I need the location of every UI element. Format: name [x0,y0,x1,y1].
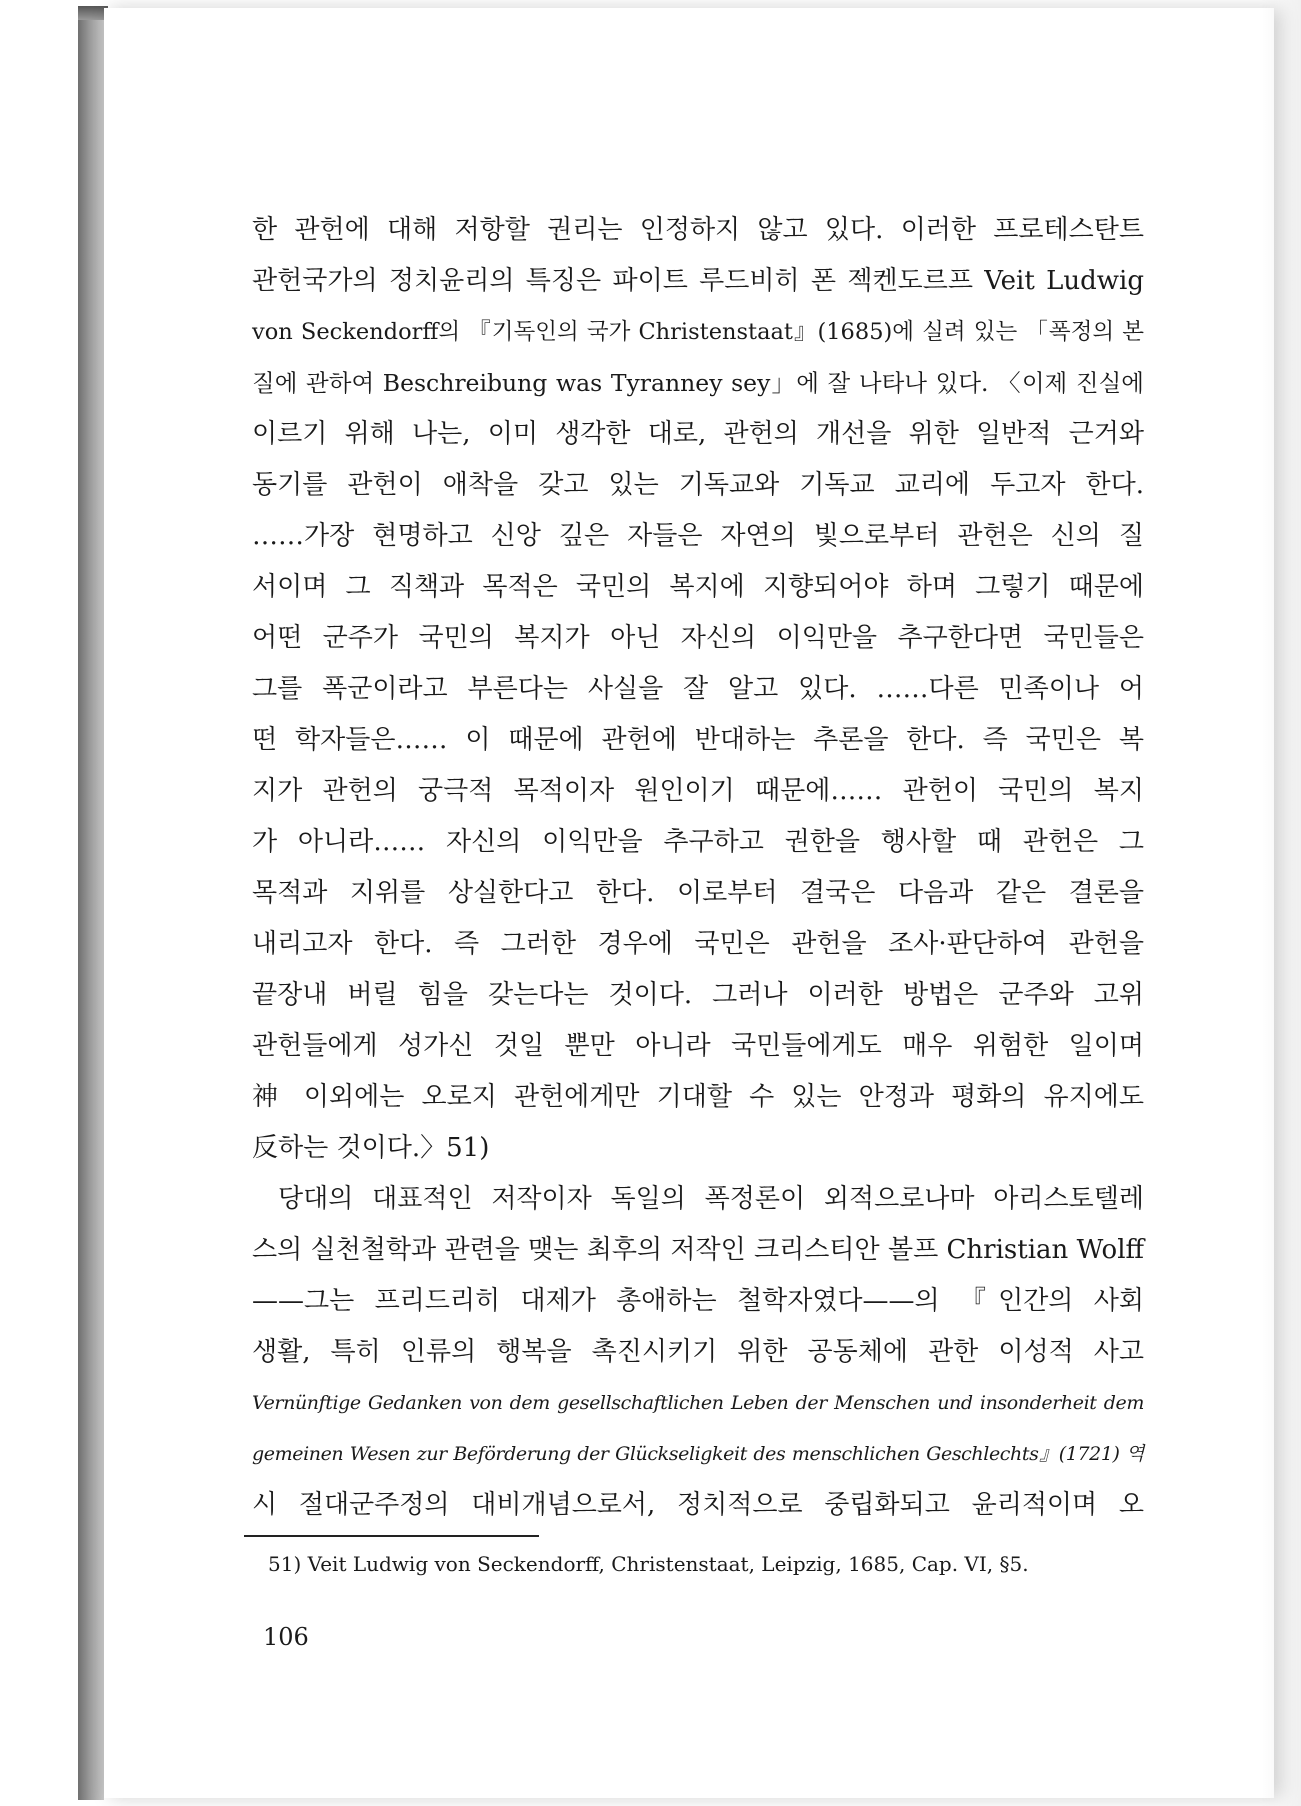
text-line: 질에 관하여 Beschreibung was Tyranney sey」에 잘 나타나 있다. 〈이제 진실에 [252,369,1144,397]
text-line: 관헌국가의 정치윤리의 특징은 파이트 루드비히 폰 젝켄도르프 Veit Ludwig [252,266,1144,296]
text-line: 시 절대군주정의 대비개념으로서, 정치적으로 중립화되고 윤리적이며 오 [252,1490,1144,1520]
book-edge [78,6,104,1800]
text-line: 목적과 지위를 상실한다고 한다. 이로부터 결국은 다음과 같은 결론을 [252,878,1144,908]
page-right-shadow [1261,0,1301,1806]
text-line-german-title: Vernünftige Gedanken von dem gesellschaftlichen Leben der Menschen und insonderheit dem [252,1392,1144,1414]
text-line: 지가 관헌의 궁극적 목적이자 원인이기 때문에…… 관헌이 국민의 복지 [252,776,1144,806]
text-line: 가 아니라…… 자신의 이익만을 추구하고 권한을 행사할 때 관헌은 그 [252,827,1144,857]
text-line: 관헌들에게 성가신 것일 뿐만 아니라 국민들에게도 매우 위험한 일이며 [252,1031,1144,1061]
text-line: 한 관헌에 대해 저항할 권리는 인정하지 않고 있다. 이러한 프로테스탄트 [252,215,1144,245]
body-text [252,205,1144,1531]
text-line: 스의 실천철학과 관련을 맺는 최후의 저작인 크리스티안 볼프 Christian Wolff [252,1235,1144,1265]
text-line: 내리고자 한다. 즉 그러한 경우에 국민은 관헌을 조사·판단하여 관헌을 [252,929,1144,959]
text-line: von Seckendorff의 『기독인의 국가 Christenstaat』(1685)에 실려 있는 「폭정의 본 [252,319,1144,345]
text-line: 이르기 위해 나는, 이미 생각한 대로, 관헌의 개선을 위한 일반적 근거와 [252,419,1144,449]
text-line: 어떤 군주가 국민의 복지가 아닌 자신의 이익만을 추구한다면 국민들은 [252,623,1144,653]
text-line: 생활, 특히 인류의 행복을 촉진시키기 위한 공동체에 관한 이성적 사고 [252,1337,1144,1367]
footnote-divider [244,1535,539,1537]
text-line: ……가장 현명하고 신앙 깊은 자들은 자연의 빛으로부터 관헌은 신의 질 [252,521,1144,551]
text-line: 떤 학자들은…… 이 때문에 관헌에 반대하는 추론을 한다. 즉 국민은 복 [252,725,1144,755]
text-line: 그를 폭군이라고 부른다는 사실을 잘 알고 있다. ……다른 민족이나 어 [252,674,1144,704]
text-line: 끝장내 버릴 힘을 갖는다는 것이다. 그러나 이러한 방법은 군주와 고위 [252,980,1144,1010]
text-line: 동기를 관헌이 애착을 갖고 있는 기독교와 기독교 교리에 두고자 한다. [252,470,1144,500]
text-line: 反하는 것이다.〉51) [252,1133,490,1163]
text-line: ——그는 프리드리히 대제가 총애하는 철학자였다——의 『인간의 사회 [252,1286,1144,1316]
footnote: 51) Veit Ludwig von Seckendorff, Christenstaat, Leipzig, 1685, Cap. VI, §5. [268,1552,1029,1576]
page-number: 106 [263,1623,309,1651]
paragraph-start-line: 당대의 대표적인 저작이자 독일의 폭정론이 외적으로나마 아리스토텔레 [278,1184,1144,1214]
text-line: 서이며 그 직책과 목적은 국민의 복지에 지향되어야 하며 그렇기 때문에 [252,572,1144,602]
text-line: 神 이외에는 오로지 관헌에게만 기대할 수 있는 안정과 평화의 유지에도 [252,1082,1144,1112]
text-line-german-title: gemeinen Wesen zur Beförderung der Glückseligkeit des menschlichen Geschlechts』(1721) 역 [252,1443,1144,1465]
